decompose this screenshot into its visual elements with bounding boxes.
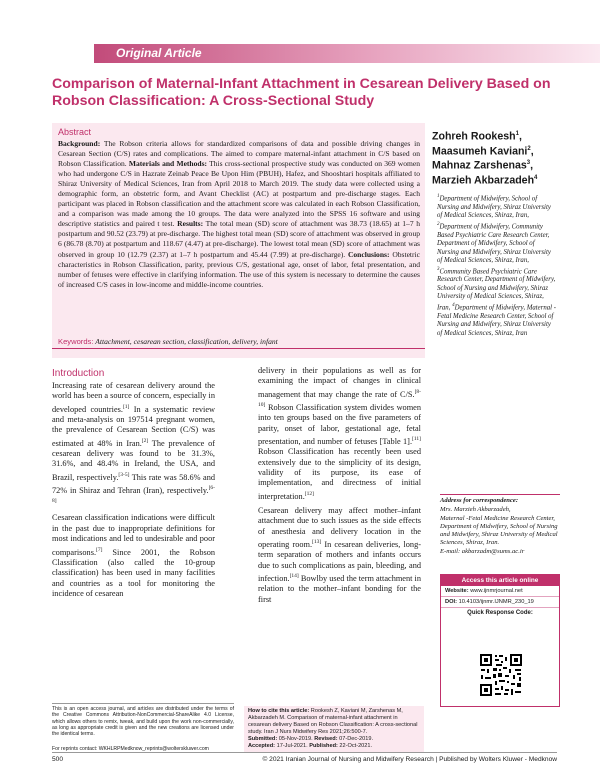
body-column-left <box>52 381 215 603</box>
abstract-box <box>52 123 425 358</box>
background-label: Background: <box>58 139 101 148</box>
access-online-box <box>440 574 560 707</box>
body-column-right <box>258 366 421 609</box>
affiliation: Department of Midwifery, School of Nursing and Midwifery, Shiraz University of Medical Sciences, Shiraz, Iran, <box>437 195 551 220</box>
methods-label: Materials and Methods: <box>128 159 208 169</box>
abstract-text <box>58 139 420 290</box>
submission-dates: Submitted: 05-Nov-2019. Revised: 07-Dec-2019. <box>248 736 374 742</box>
results-label: Results: <box>177 219 204 229</box>
author-name: Zohreh Rookesh$^1$, <box>432 130 522 143</box>
doi-link[interactable]: 10.4103/ijnmr.IJNMR_230_19 <box>457 599 534 605</box>
footer-divider <box>52 752 557 753</box>
affiliation-list: $^1$Department of Midwifery, School of Nursing and Midwifery, Shiraz University of Medical Sciences, Shiraz, Iran, $^2$Department of Midwifery, Community Based Psychiatric Care Research Center, Department of Midwifery, School of Nursing and Midwifery, Shiraz University of Medical Sciences, Shiraz, Iran, $^3$Community Based Psychiatric Care Research Center, Department of Midwifery, School of Nursing and Midwifery, Shiraz University of Medical Sciences, Shiraz, Iran, $^4$Department of Midwifery, Maternal -Fetal Medicine Research Center, School of Nursing and Midwifery, Shiraz University of Medical Sciences, Shiraz, Iran <box>437 194 556 337</box>
author-name: Maasumeh Kaviani$^2$, <box>432 145 534 158</box>
methods-text: This cross-sectional prospective study was conducted on 369 women who had undergone C/S in Hazrate Zeinab Peace Be Upon Him (PBUH), Hafez, and Shooshtari hospitals affiliated to Shiraz University of Medical Sciences, Iran from April 2018 to March 2019. The study data were collected using a demographic form, an obstetric form, and Avant Checklist (AC) at postpartum and pre-discharge stages. Each participant was placed in Robson classification and the attachment score was calculated in each Robson Classification, and a comparison was made among the 10 groups. The data were analyzed into the SPSS 16 software and using descriptive statistics and paired t test. <box>58 159 420 229</box>
affiliation: Community Based Psychiatric Care Research Center, Department of Midwifery, School of Nursing and Midwifery, Shiraz University of Medical Sciences, Shiraz, Iran, <box>437 267 556 312</box>
keywords-text: Attachment, cesarean section, classification, delivery, infant <box>93 337 278 346</box>
keywords-label: Keywords: <box>58 337 94 346</box>
qr-label: Quick Response Code: <box>467 610 533 616</box>
introduction-heading: Introduction <box>52 368 105 379</box>
keywords-divider <box>52 348 425 349</box>
paragraph: Cesarean classification indications were difficult in the past due to inappropriate definitions for most indications and led to undesirable and poor comparisons.[7] Since 2001, the Robson Classification (also called the 10-group classification) has been used in many facilities and countries as a tool for monitoring the incidence of cesarean <box>52 513 215 598</box>
background-text: The Robson criteria allows for standardized comparisons of data and possible driving changes in Cesarean Section (C/S) rates and complications. The aimed to compare maternal-infant attachment in C/S based on Robson Classification. <box>58 139 420 169</box>
correspondence-divider <box>440 494 560 495</box>
correspondence-name: Mrs. Marzieh Akbarzadeh, <box>440 506 511 514</box>
citation-box <box>244 706 424 752</box>
article-title: Comparison of Maternal-Infant Attachment in Cesarean Delivery Based on Robson Classification: A Cross-Sectional Study <box>52 76 551 109</box>
correspondence-heading: Address for correspondence: <box>440 497 519 504</box>
correspondence-address: Maternal -Fetal Medicine Research Center, Department of Midwifery, School of Nursing and Midwifery, Shiraz University of Medical Sciences, Shiraz, Iran. <box>440 514 558 547</box>
conclusions-label: Conclusions: <box>347 249 390 259</box>
correspondence-email[interactable]: E-mail: akbarzadm@sums.ac.ir <box>440 547 525 555</box>
keywords-line <box>52 337 425 346</box>
qr-code-icon[interactable] <box>479 653 523 697</box>
paragraph: delivery in their populations as well as for examining the impact of changes in clinical management that may change the rate of C/S.[8-10] Robson Classification system divides women into ten groups based on the five parameters of parity, onset of labor, gestational age, fetal presentation, and number of fetuses [Table 1].[11] Robson Classification has recently been used extensively due to the simplicity of its design, validity of its purpose, its ease of implementation, and directness of initial interpretation.[12] <box>258 366 421 501</box>
correspondence-box <box>440 497 560 556</box>
website-row[interactable]: Website: www.ijnmrjournal.net <box>441 586 559 597</box>
reprints-contact: For reprints contact: WKHLRPMedknow_reprints@wolterskluwer.com <box>52 746 209 752</box>
doi-row[interactable]: DOI: 10.4103/ijnmr.IJNMR_230_19 <box>441 597 559 608</box>
article-type-label: Original Article <box>94 44 600 63</box>
paragraph: Cesarean delivery may affect mother–infant attachment due to such issues as the side effects of anesthesia and delivery location in the operating room.[13] In cesarean deliveries, long-term separation of mothers and infants occurs due to such complications as pain, bleeding, and infection.[14] Bowlby used the term attachment in relation to the mother–infant bonding for the first <box>258 505 421 604</box>
access-title: Access this article online <box>441 575 559 586</box>
affiliation: Department of Midwifery, Maternal -Fetal Medicine Research Center, School of Nursing and Midwifery, Shiraz University of Medical Sciences, Shiraz, Iran <box>437 304 556 337</box>
author-list <box>432 128 552 187</box>
paragraph: Increasing rate of cesarean delivery around the world has been a source of concern, especially in developed countries.[1] In a systematic review and meta-analysis on 197514 pregnant women, the prevalence of Cesarean Section (C/S) was estimated at 48% in Iran.[2] The prevalence of cesarean delivery was found to be 31.3%, 31.6%, and 48.4% in Ireland, the USA, and Brazil, respectively.[3-5] This rate was 58.6% and 72% in Shiraz and Tehran (Iran), respectively.[6-8] <box>52 381 216 505</box>
author-name: Mahnaz Zarshenas$^3$, <box>432 160 534 172</box>
website-link[interactable]: www.ijnmrjournal.net <box>468 588 523 594</box>
acceptance-dates: Accepted: 17-Jul-2021. Published: 22-Oct-2021. <box>248 743 373 749</box>
license-text: This is an open access journal, and articles are distributed under the terms of the Creative Commons Attribution-NonCommercial-ShareAlike 4.0 License, which allows others to remix, tweak, and build upon the work non-commercially, as long as appropriate credit is given and the new creations are licensed under the identical terms. <box>52 706 234 738</box>
page-number: 500 <box>52 756 64 763</box>
footer-copyright: © 2021 Iranian Journal of Nursing and Midwifery Research | Published by Wolters Kluwer - Medknow <box>262 756 557 763</box>
author-name: Marzieh Akbarzadeh$^4$ <box>432 174 538 187</box>
results-text: The total mean (SD) score of attachment was 38.73 (18.65) at 1–7 h postpartum and 90.52 (23.79) at pre-discharge. The highest total mean (SD) score of attachment was observed in group 6 (86.78 (8.70) at postpartum and 118.67 (4.47) at pre-discharge). The lowest total mean (SD) score of attachment was observed in group 10 (12.79 (2.37) at 1–7 h postpartum and 45.44 (7.99) at pre-discharge). <box>58 219 421 259</box>
citation-text: How to cite this article: Rookesh Z, Kaviani M, Zarshenas M, Akbarzadeh M. Comparison of maternal-infant attachment in cesarean delivery Based on Robson Classification: A cross-sectional study. Iran J Nurs Midwifery Res 2021;26:500-7. <box>248 708 418 735</box>
conclusions-text: Obstetric characteristics in Robson Classification, parity, previous C/S, gestational age, onset of labor, fetal presentation, and number of fetuses were effective in clarifying information. The use of this system is necessary to determine the causes of increased C/S cases in low-income and middle-income countries. <box>58 249 420 289</box>
abstract-heading: Abstract <box>58 127 92 137</box>
license-divider <box>52 703 234 704</box>
affiliation: Department of Midwifery, Community Based Psychiatric Care Research Center, Department of Midwifery, School of Nursing and Midwifery, Shiraz University of Medical Sciences, Shiraz, Iran, <box>437 223 551 265</box>
